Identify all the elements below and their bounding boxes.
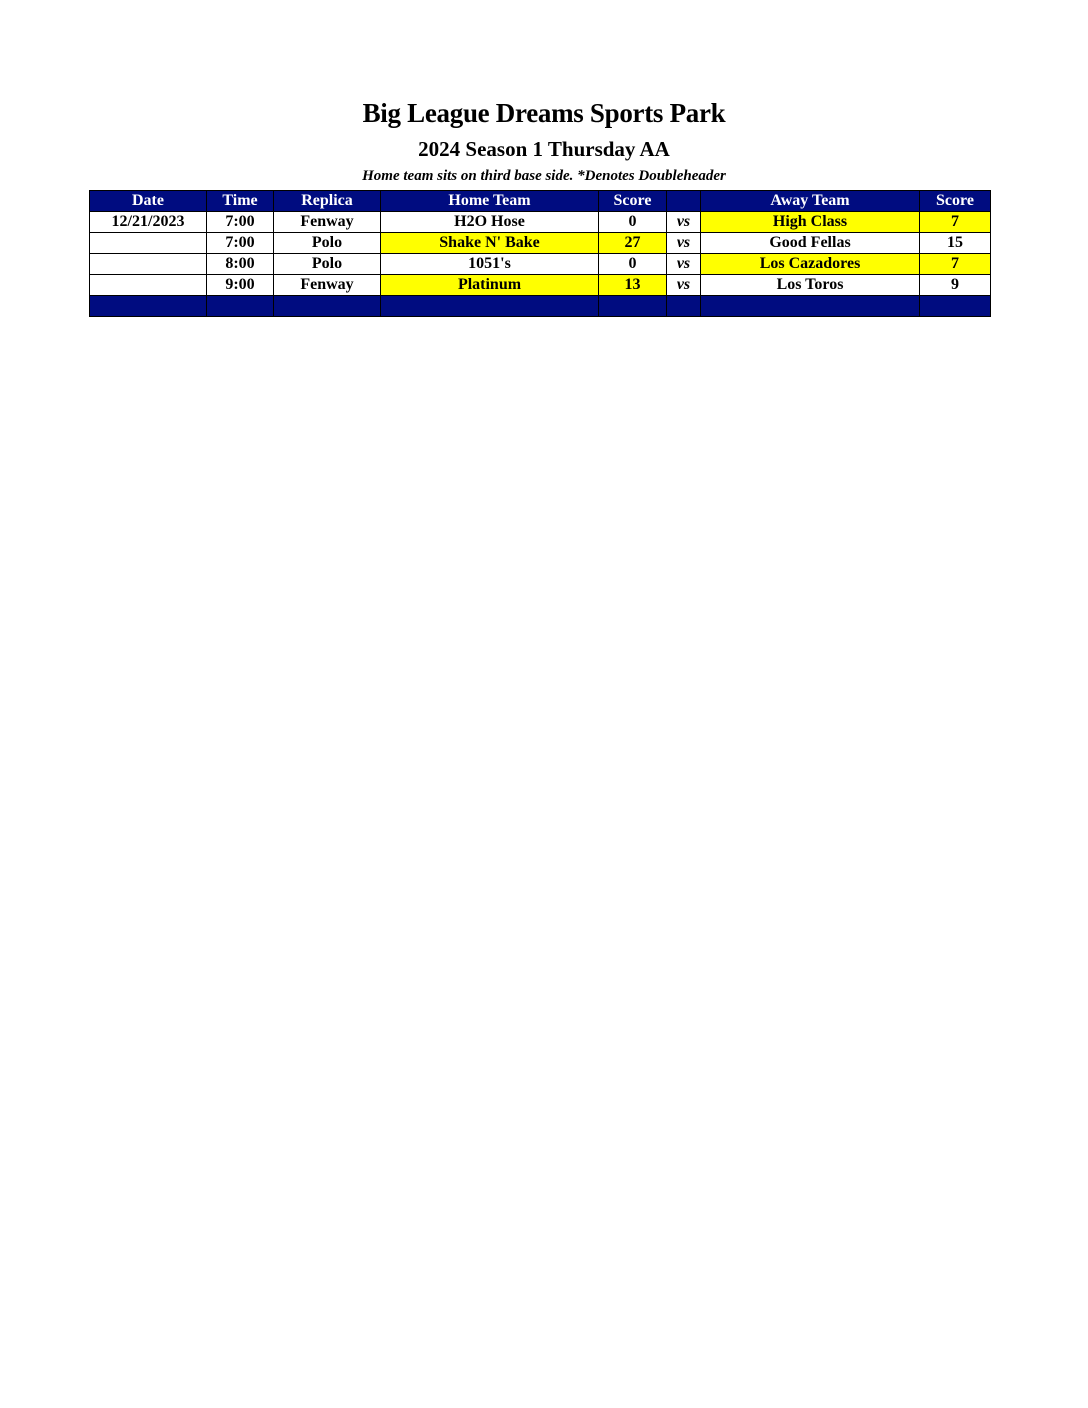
cell-time: 7:00 [207,212,274,233]
table-row [90,212,991,233]
cell-date [90,233,207,254]
column-header-vs [667,191,701,212]
footer-cell [701,296,920,317]
column-header-away-score: Score [920,191,991,212]
table-footer-row [90,296,991,317]
footer-cell [599,296,667,317]
cell-away-score: 7 [920,212,991,233]
cell-home-team: Platinum [381,275,599,296]
cell-away-team: Los Cazadores [701,254,920,275]
cell-home-score: 27 [599,233,667,254]
cell-replica: Fenway [274,212,381,233]
column-header-home-score: Score [599,191,667,212]
cell-vs: vs [667,254,701,275]
cell-date [90,275,207,296]
cell-away-team: High Class [701,212,920,233]
cell-date: 12/21/2023 [90,212,207,233]
footer-cell [274,296,381,317]
column-header-replica: Replica [274,191,381,212]
cell-away-team: Good Fellas [701,233,920,254]
cell-vs: vs [667,233,701,254]
cell-time: 9:00 [207,275,274,296]
cell-vs: vs [667,275,701,296]
cell-time: 7:00 [207,233,274,254]
column-header-home-team: Home Team [381,191,599,212]
schedule-note: Home team sits on third base side. *Denotes Doubleheader [362,168,726,184]
table-row [90,275,991,296]
column-header-time: Time [207,191,274,212]
cell-home-team: 1051's [381,254,599,275]
footer-cell [920,296,991,317]
footer-cell [90,296,207,317]
cell-date [90,254,207,275]
cell-home-score: 13 [599,275,667,296]
cell-away-score: 7 [920,254,991,275]
cell-time: 8:00 [207,254,274,275]
column-header-away-team: Away Team [701,191,920,212]
column-header-date: Date [90,191,207,212]
table-header-row [90,191,991,212]
table-row [90,233,991,254]
cell-replica: Polo [274,254,381,275]
footer-cell [667,296,701,317]
page-title: Big League Dreams Sports Park [362,98,726,128]
cell-replica: Fenway [274,275,381,296]
schedule-table [89,190,991,317]
cell-replica: Polo [274,233,381,254]
cell-away-score: 9 [920,275,991,296]
table-row [90,254,991,275]
cell-vs: vs [667,212,701,233]
footer-cell [381,296,599,317]
footer-cell [207,296,274,317]
cell-home-score: 0 [599,212,667,233]
cell-home-score: 0 [599,254,667,275]
cell-home-team: H2O Hose [381,212,599,233]
cell-away-team: Los Toros [701,275,920,296]
cell-away-score: 15 [920,233,991,254]
page-subtitle: 2024 Season 1 Thursday AA [418,137,670,161]
cell-home-team: Shake N' Bake [381,233,599,254]
